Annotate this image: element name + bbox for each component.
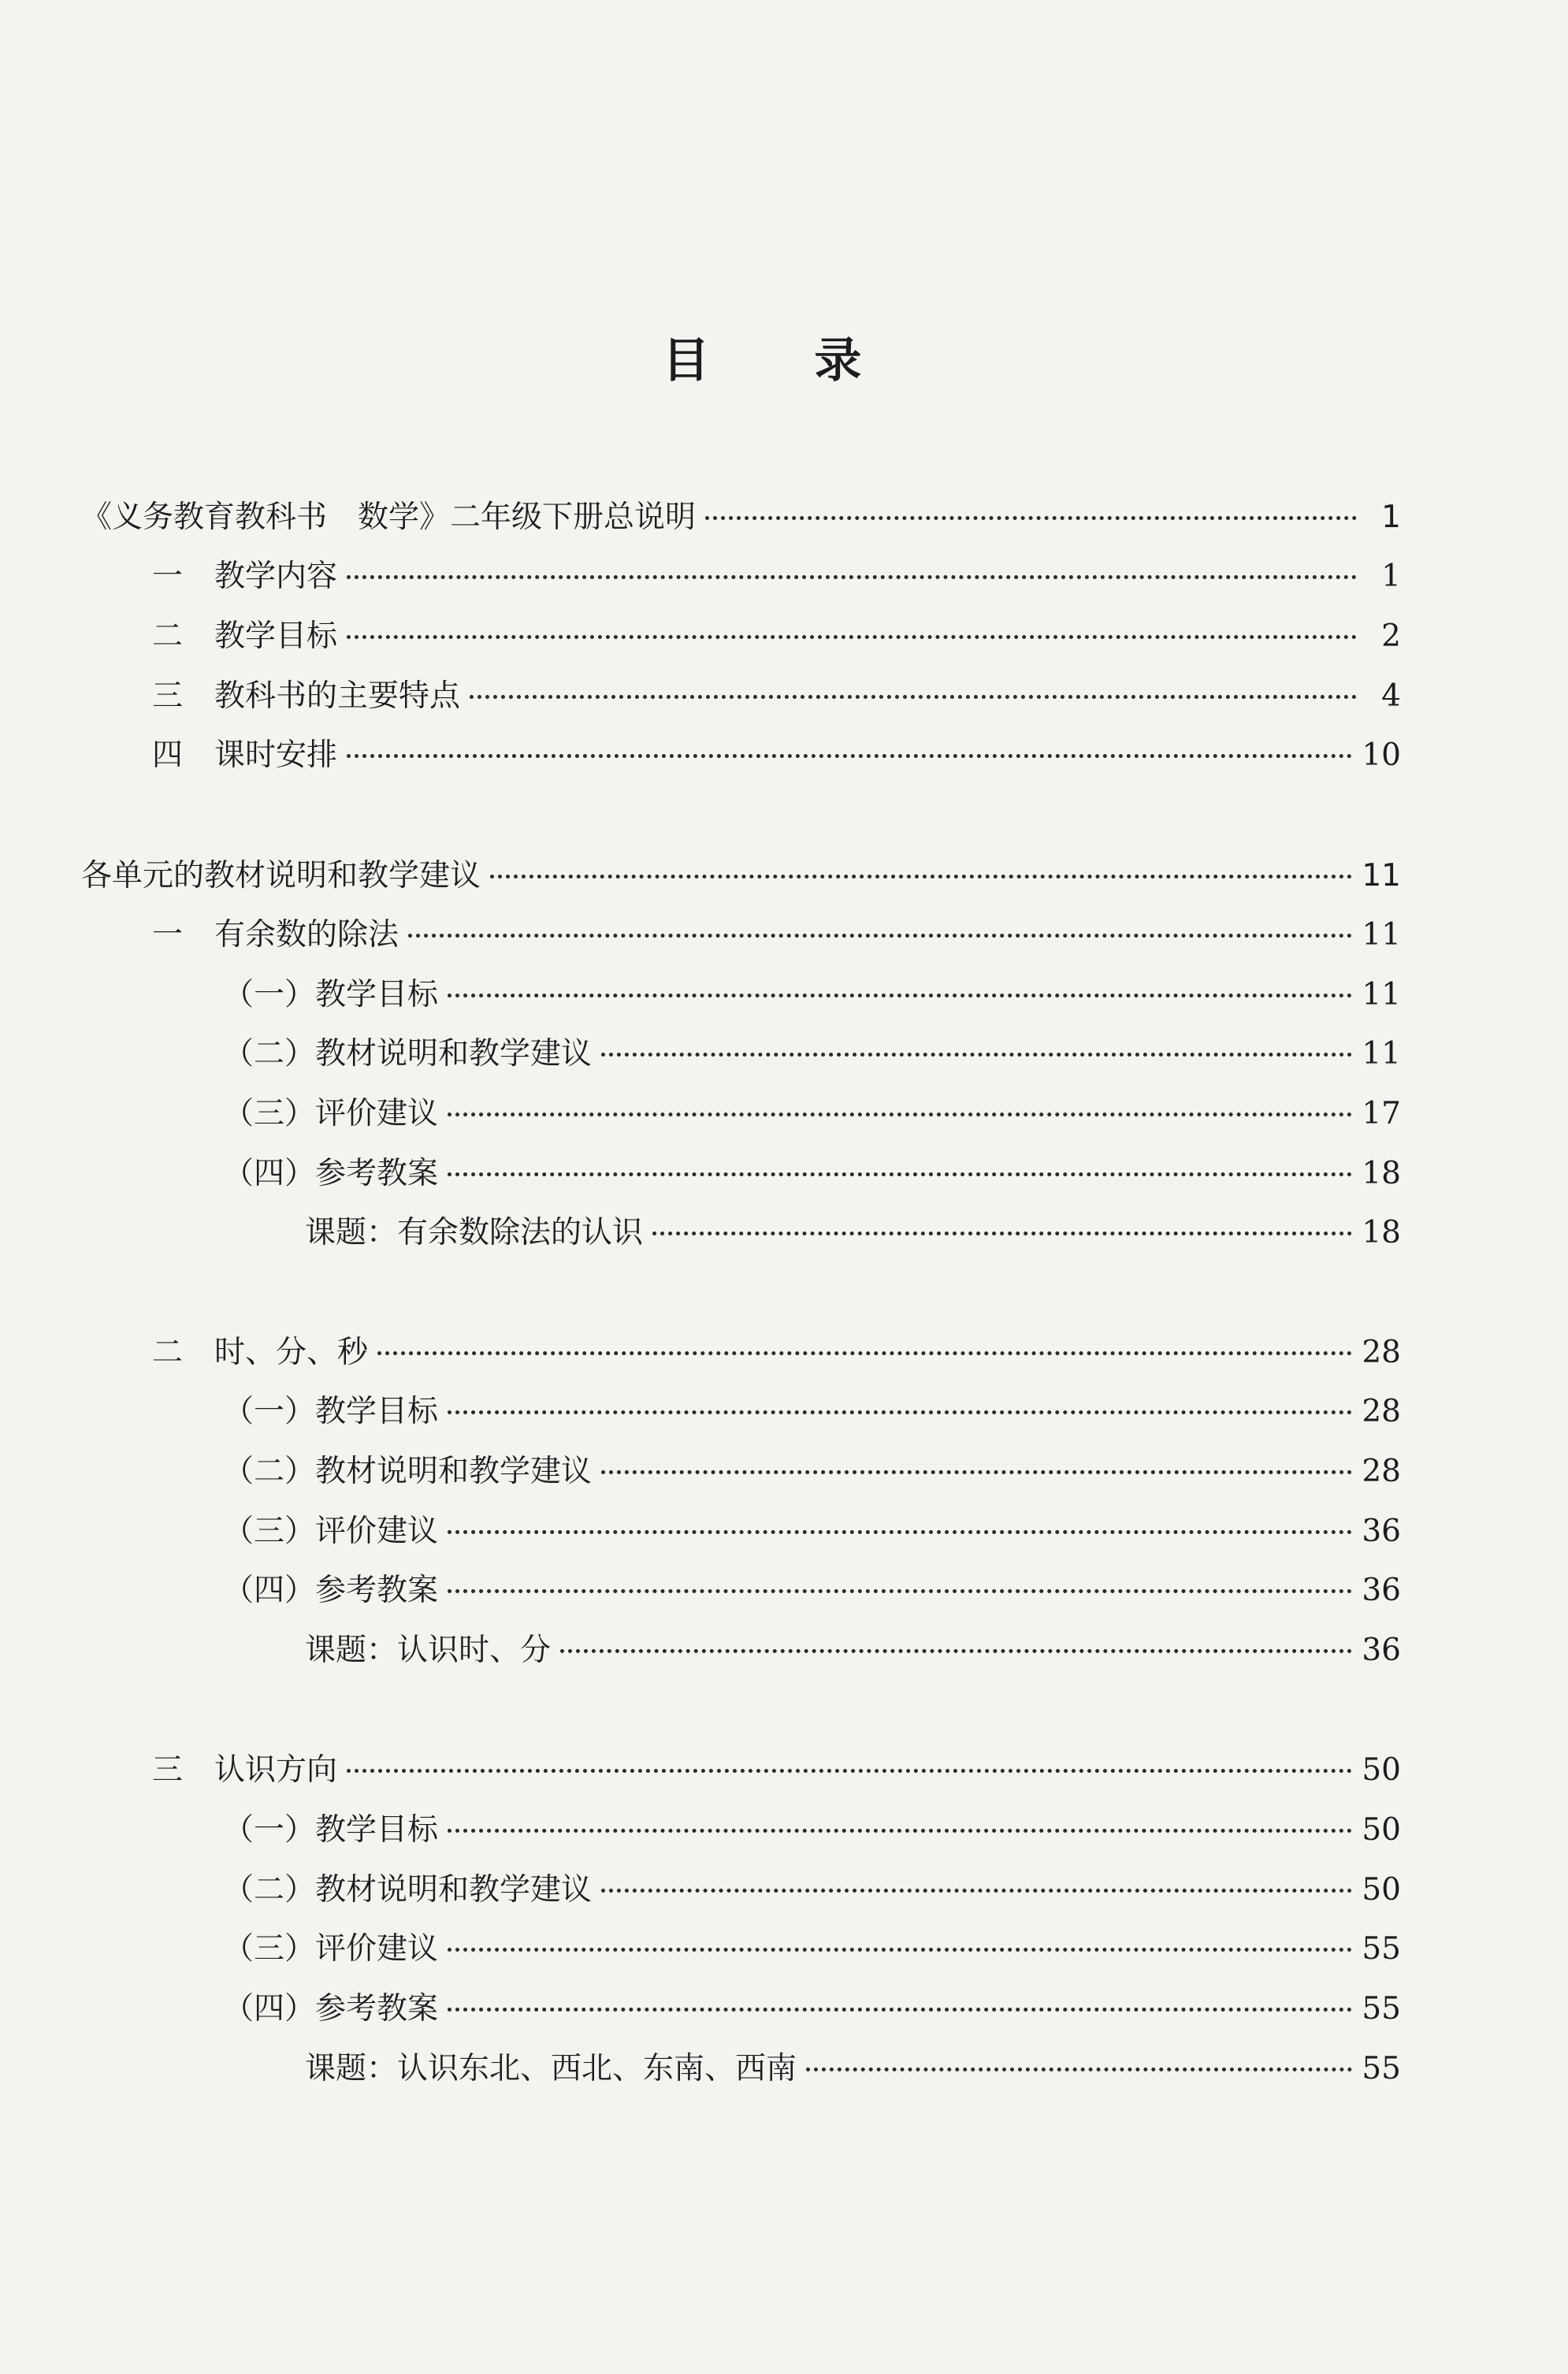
dot-leader xyxy=(601,1053,1352,1057)
toc-entry-label: 课题：有余数除法的认识 xyxy=(305,1215,644,1250)
toc-entry-label: 教科书的主要特点 xyxy=(214,678,461,714)
toc-entry-page: 36 xyxy=(1362,1633,1401,1668)
toc-entry-page: 55 xyxy=(1362,1931,1401,1967)
toc-entry-number: 一 xyxy=(152,917,184,953)
dot-leader xyxy=(448,994,1352,998)
dot-leader xyxy=(448,1948,1352,1952)
toc-entry[interactable] xyxy=(152,615,1401,658)
dot-leader xyxy=(448,1113,1352,1116)
toc-entry-number: 三 xyxy=(152,678,184,714)
toc-entry-page: 1 xyxy=(1381,500,1401,535)
toc-entry-number: 三 xyxy=(152,1752,184,1788)
toc-entry-number: 二 xyxy=(152,1335,184,1370)
dot-leader xyxy=(470,695,1357,699)
toc-entry-label: （四）参考教案 xyxy=(223,1156,439,1191)
toc-entry[interactable] xyxy=(152,1332,1401,1374)
toc-entry[interactable] xyxy=(223,1570,1401,1612)
toc-entry[interactable] xyxy=(223,1033,1401,1076)
toc-entry-page: 4 xyxy=(1381,678,1401,714)
toc-entry-page: 10 xyxy=(1362,737,1401,773)
dot-leader xyxy=(601,1889,1352,1893)
toc-entry[interactable] xyxy=(223,1869,1401,1911)
toc-entry-page: 50 xyxy=(1362,1752,1401,1788)
toc-entry-label: 《义务教育教科书 数学》二年级下册总说明 xyxy=(81,500,697,535)
toc-entry[interactable] xyxy=(152,1749,1401,1792)
dot-leader xyxy=(652,1232,1352,1235)
dot-leader xyxy=(347,635,1357,639)
toc-entry-label: 时、分、秒 xyxy=(214,1335,369,1370)
toc-entry-label: （二）教材说明和教学建议 xyxy=(223,1454,593,1489)
toc-entry-page: 28 xyxy=(1362,1454,1401,1489)
toc-entry-label: （一）教学目标 xyxy=(223,977,439,1012)
toc-entry-page: 36 xyxy=(1362,1514,1401,1549)
toc-entry-page: 36 xyxy=(1362,1573,1401,1608)
toc-entry-page: 11 xyxy=(1362,1036,1401,1072)
toc-entry-label: （二）教材说明和教学建议 xyxy=(223,1036,593,1072)
toc-entry-label: （一）教学目标 xyxy=(223,1394,439,1429)
toc-entry[interactable] xyxy=(81,855,1401,897)
toc-entry-label: 教学目标 xyxy=(214,619,338,654)
dot-leader xyxy=(601,1470,1352,1474)
toc-entry-label: （三）评价建议 xyxy=(223,1931,439,1967)
dot-leader xyxy=(448,2008,1352,2012)
toc-entry[interactable] xyxy=(223,1510,1401,1553)
toc-entry-page: 55 xyxy=(1362,1991,1401,2027)
dot-leader xyxy=(560,1649,1352,1653)
toc-entry-label: 课题：认识东北、西北、东南、西南 xyxy=(305,2051,797,2086)
dot-leader xyxy=(806,2067,1352,2071)
dot-leader xyxy=(347,1769,1352,1773)
toc-entry[interactable] xyxy=(152,734,1401,777)
toc-entry-label: 教学内容 xyxy=(214,559,338,594)
toc-entry-page: 11 xyxy=(1362,977,1401,1012)
dot-leader xyxy=(448,1172,1352,1176)
toc-entry[interactable] xyxy=(81,496,1401,539)
toc-entry-page: 28 xyxy=(1362,1394,1401,1429)
toc-entry[interactable] xyxy=(223,1391,1401,1433)
dot-leader xyxy=(448,1829,1352,1833)
toc-entry-page: 2 xyxy=(1381,619,1401,654)
toc-entry[interactable] xyxy=(305,1629,1401,1672)
toc-entry-page: 11 xyxy=(1362,917,1401,953)
toc-entry-label: （四）参考教案 xyxy=(223,1991,439,2027)
dot-leader xyxy=(705,516,1357,520)
toc-entry[interactable] xyxy=(305,2048,1401,2090)
dot-leader xyxy=(448,1530,1352,1534)
toc-entry-label: （二）教材说明和教学建议 xyxy=(223,1872,593,1908)
toc-entry[interactable] xyxy=(223,1988,1401,2030)
dot-leader xyxy=(347,575,1357,579)
dot-leader xyxy=(408,934,1352,938)
toc-entry[interactable] xyxy=(223,1928,1401,1971)
dot-leader xyxy=(448,1589,1352,1593)
toc-entry[interactable] xyxy=(152,675,1401,718)
toc-entry-page: 1 xyxy=(1381,559,1401,594)
toc-entry[interactable] xyxy=(152,914,1401,957)
toc-entry-label: 认识方向 xyxy=(214,1752,338,1788)
toc-entry[interactable] xyxy=(223,974,1401,1016)
toc-entry-label: 课时安排 xyxy=(214,737,338,773)
toc-entry-label: 有余数的除法 xyxy=(214,917,399,953)
toc-entry-page: 18 xyxy=(1362,1215,1401,1250)
toc-entry-page: 55 xyxy=(1362,2051,1401,2086)
toc-entry[interactable] xyxy=(152,555,1401,598)
dot-leader xyxy=(347,754,1352,758)
toc-entry[interactable] xyxy=(223,1451,1401,1493)
toc-entry-page: 18 xyxy=(1362,1156,1401,1191)
toc-entry-page: 50 xyxy=(1362,1812,1401,1848)
dot-leader xyxy=(490,875,1352,879)
toc-entry-label: （三）评价建议 xyxy=(223,1514,439,1549)
toc-entry-label: （一）教学目标 xyxy=(223,1812,439,1848)
toc-entry[interactable] xyxy=(305,1212,1401,1254)
toc-entry-number: 二 xyxy=(152,619,184,654)
dot-leader xyxy=(448,1410,1352,1414)
toc-entry[interactable] xyxy=(223,1093,1401,1135)
toc-entry-page: 50 xyxy=(1362,1872,1401,1908)
toc-entry-page: 11 xyxy=(1362,858,1401,894)
toc-entry-number: 四 xyxy=(152,737,184,773)
toc-entry-page: 28 xyxy=(1362,1335,1401,1370)
toc-entry-number: 一 xyxy=(152,559,184,594)
toc-entry[interactable] xyxy=(223,1153,1401,1195)
toc-entry[interactable] xyxy=(223,1809,1401,1852)
toc-entry-label: （三）评价建议 xyxy=(223,1096,439,1131)
toc-entry-label: 各单元的教材说明和教学建议 xyxy=(81,858,481,894)
dot-leader xyxy=(377,1351,1352,1355)
toc-entry-label: （四）参考教案 xyxy=(223,1573,439,1608)
toc-entry-label: 课题：认识时、分 xyxy=(305,1633,552,1668)
page-title: 目 录 xyxy=(662,333,906,388)
toc-entry-page: 17 xyxy=(1362,1096,1401,1131)
